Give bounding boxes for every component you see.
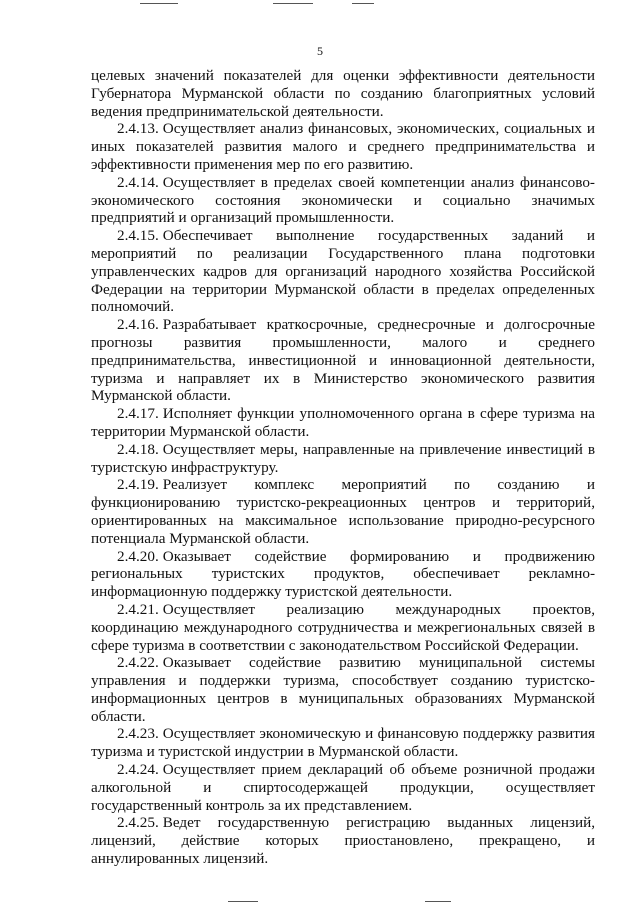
- scan-mark-bottom-right: [425, 901, 451, 902]
- paragraph-2-4-23: [91, 725, 595, 761]
- paragraph-2-4-21: [91, 601, 595, 654]
- paragraph-2-4-25: [91, 814, 595, 867]
- clause-text: Разрабатывает краткосрочные, среднесрочные и долгосрочные прогнозы развития промышленности, малого и среднего предпринимательства, инвестиционной и инновационной деятельности, туризма и направляет их в Министерство экономического развития Мурманской области.: [91, 316, 595, 405]
- clause-text: Ведет государственную регистрацию выданных лицензий, лицензий, действие которых приостановлено, прекращено, и аннулированных лицензий.: [91, 814, 595, 868]
- clause-number: 2.4.14.: [117, 173, 159, 191]
- paragraph-2-4-18: [91, 441, 595, 477]
- clause-text: Исполняет функции уполномоченного органа в сфере туризма на территории Мурманской области.: [91, 405, 595, 440]
- clause-text: Осуществляет экономическую и финансовую поддержку развития туризма и туристской индустрии в Мурманской области.: [91, 725, 595, 761]
- paragraph-2-4-20: [91, 548, 595, 601]
- clause-number: 2.4.18.: [117, 440, 159, 458]
- paragraph-2-4-24: [91, 761, 595, 814]
- paragraph-2-4-17: [91, 405, 595, 441]
- paragraph-2-4-13: [91, 120, 595, 173]
- clause-number: 2.4.23.: [117, 725, 159, 743]
- clause-text: Осуществляет анализ финансовых, экономических, социальных и иных показателей развития малого и среднего предпринимательства и эффективности применения мер по его развитию.: [91, 120, 595, 173]
- paragraph-2-4-16: [91, 316, 595, 405]
- clause-number: 2.4.17.: [117, 405, 159, 423]
- clause-number: 2.4.24.: [117, 761, 159, 779]
- scan-mark-top-center: [273, 3, 313, 4]
- clause-number: 2.4.20.: [117, 547, 159, 565]
- clause-number: 2.4.22.: [117, 654, 159, 672]
- clause-text: Оказывает содействие формированию и продвижению региональных туристских продуктов, обеспечивает рекламно-информационную поддержку туристской деятельности.: [91, 547, 595, 601]
- clause-text: Обеспечивает выполнение государственных заданий и мероприятий по реализации Государственного плана подготовки управленческих кадров для организаций народного хозяйства Российской Федерации на территории Мурманской области в пределах определенных полномочий.: [91, 227, 595, 316]
- clause-number: 2.4.15.: [117, 227, 159, 245]
- clause-number: 2.4.13.: [117, 120, 159, 138]
- scan-mark-top-right: [352, 3, 374, 4]
- paragraph-2-4-14: [91, 174, 595, 227]
- clause-text: Оказывает содействие развитию муниципальной системы управления и поддержки туризма, способствует созданию туристско-информационных центров в муниципальных образованиях Мурманской области.: [91, 654, 595, 725]
- clause-text: Реализует комплекс мероприятий по созданию и функционированию туристско-рекреационных центров и территорий, ориентированных на максимальное использование природно-ресурсного потенциала Мурманской области.: [91, 476, 595, 547]
- clause-number: 2.4.25.: [117, 814, 159, 832]
- clause-number: 2.4.19.: [117, 476, 159, 494]
- document-body: [91, 67, 595, 868]
- scan-mark-bottom-left: [228, 901, 258, 902]
- clause-number: 2.4.16.: [117, 316, 159, 334]
- clause-text: Осуществляет меры, направленные на привлечение инвестиций в туристскую инфраструктуру.: [91, 440, 595, 476]
- paragraph-2-4-22: [91, 654, 595, 725]
- page-number: 5: [317, 44, 323, 58]
- intro-paragraph: целевых значений показателей для оценки эффективности деятельности Губернатора Мурманской области по созданию благоприятных условий ведения предпринимательской деятельности.: [91, 67, 595, 120]
- clause-text: Осуществляет прием деклараций об объеме розничной продажи алкогольной и спиртосодержащей продукции, осуществляет государственный контроль за их представлением.: [91, 761, 595, 814]
- paragraph-2-4-15: [91, 227, 595, 316]
- scan-mark-top-left: [140, 3, 178, 4]
- clause-text: Осуществляет в пределах своей компетенции анализ финансово-экономического состояния экономически и социально значимых предприятий и организаций промышленности.: [91, 173, 595, 227]
- clause-number: 2.4.21.: [117, 600, 159, 618]
- paragraph-2-4-19: [91, 476, 595, 547]
- clause-text: Осуществляет реализацию международных проектов, координацию международного сотрудничества и межрегиональных связей в сфере туризма в соответствии с законодательством Российской Федерации.: [91, 600, 595, 654]
